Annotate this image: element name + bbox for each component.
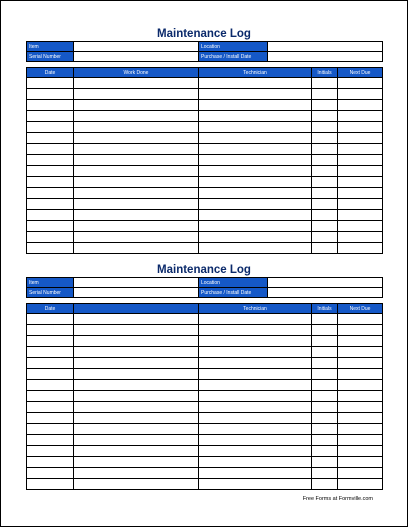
- technician-cell[interactable]: [199, 144, 312, 155]
- initials-cell[interactable]: [312, 468, 338, 479]
- table-row: [27, 166, 383, 177]
- date-cell[interactable]: [27, 369, 74, 380]
- serial-number-field[interactable]: [74, 52, 199, 62]
- date-cell[interactable]: [27, 391, 74, 402]
- table-row: [27, 424, 383, 435]
- initials-cell[interactable]: [312, 100, 338, 111]
- work-done-cell[interactable]: [74, 243, 199, 254]
- initials-cell[interactable]: [312, 369, 338, 380]
- work-done-cell[interactable]: [74, 413, 199, 424]
- serial-number-field[interactable]: [74, 288, 199, 298]
- work-done-cell[interactable]: [74, 199, 199, 210]
- next-due-cell[interactable]: [338, 188, 383, 199]
- date-cell[interactable]: [27, 177, 74, 188]
- table-row: [27, 243, 383, 254]
- technician-cell[interactable]: [199, 391, 312, 402]
- technician-cell[interactable]: [199, 155, 312, 166]
- table-row: [27, 210, 383, 221]
- work-done-cell[interactable]: [74, 111, 199, 122]
- col-header-date: Date: [27, 68, 74, 78]
- date-cell[interactable]: [27, 78, 74, 89]
- work-done-cell[interactable]: [74, 177, 199, 188]
- technician-cell[interactable]: [199, 457, 312, 468]
- col-header-next-due: Next Due: [338, 304, 383, 314]
- work-done-cell[interactable]: [74, 166, 199, 177]
- initials-cell[interactable]: [312, 446, 338, 457]
- technician-cell[interactable]: [199, 243, 312, 254]
- date-cell[interactable]: [27, 457, 74, 468]
- date-cell[interactable]: [27, 243, 74, 254]
- next-due-cell[interactable]: [338, 111, 383, 122]
- col-header-next-due: Next Due: [338, 68, 383, 78]
- next-due-cell[interactable]: [338, 243, 383, 254]
- initials-cell[interactable]: [312, 479, 338, 490]
- next-due-cell[interactable]: [338, 325, 383, 336]
- initials-cell[interactable]: [312, 89, 338, 100]
- work-done-cell[interactable]: [74, 314, 199, 325]
- technician-cell[interactable]: [199, 325, 312, 336]
- work-done-cell[interactable]: [74, 133, 199, 144]
- location-field[interactable]: [268, 278, 383, 288]
- work-done-cell[interactable]: [74, 325, 199, 336]
- info-table: [26, 277, 383, 298]
- table-row: [27, 177, 383, 188]
- table-row: [27, 479, 383, 490]
- date-cell[interactable]: [27, 336, 74, 347]
- date-cell[interactable]: [27, 468, 74, 479]
- date-cell[interactable]: [27, 188, 74, 199]
- work-done-cell[interactable]: [74, 221, 199, 232]
- initials-cell[interactable]: [312, 424, 338, 435]
- technician-cell[interactable]: [199, 424, 312, 435]
- table-row: [27, 232, 383, 243]
- col-header-date: Date: [27, 304, 74, 314]
- serial-number-label: Serial Number: [27, 288, 74, 298]
- technician-cell[interactable]: [199, 210, 312, 221]
- date-cell[interactable]: [27, 413, 74, 424]
- initials-cell[interactable]: [312, 188, 338, 199]
- work-done-cell[interactable]: [74, 210, 199, 221]
- purchase-date-field[interactable]: [268, 288, 383, 298]
- technician-cell[interactable]: [199, 188, 312, 199]
- col-header-technician: Technician: [199, 68, 312, 78]
- next-due-cell[interactable]: [338, 166, 383, 177]
- initials-cell[interactable]: [312, 435, 338, 446]
- next-due-cell[interactable]: [338, 424, 383, 435]
- work-done-cell[interactable]: [74, 369, 199, 380]
- date-cell[interactable]: [27, 380, 74, 391]
- next-due-cell[interactable]: [338, 133, 383, 144]
- date-cell[interactable]: [27, 232, 74, 243]
- date-cell[interactable]: [27, 100, 74, 111]
- work-done-cell[interactable]: [74, 122, 199, 133]
- log-table: [26, 303, 383, 490]
- table-row: [27, 325, 383, 336]
- technician-cell[interactable]: [199, 479, 312, 490]
- col-header-work-done: Work Done: [74, 68, 199, 78]
- work-done-cell[interactable]: [74, 435, 199, 446]
- table-row: [27, 413, 383, 424]
- date-cell[interactable]: [27, 424, 74, 435]
- technician-cell[interactable]: [199, 89, 312, 100]
- date-cell[interactable]: [27, 479, 74, 490]
- work-done-cell[interactable]: [74, 457, 199, 468]
- technician-cell[interactable]: [199, 314, 312, 325]
- initials-cell[interactable]: [312, 457, 338, 468]
- technician-cell[interactable]: [199, 336, 312, 347]
- work-done-cell[interactable]: [74, 144, 199, 155]
- initials-cell[interactable]: [312, 199, 338, 210]
- table-row: [27, 435, 383, 446]
- technician-cell[interactable]: [199, 133, 312, 144]
- work-done-cell[interactable]: [74, 391, 199, 402]
- initials-cell[interactable]: [312, 391, 338, 402]
- initials-cell[interactable]: [312, 177, 338, 188]
- purchase-date-label: Purchase / Install Date: [199, 288, 268, 298]
- table-row: [27, 347, 383, 358]
- initials-cell[interactable]: [312, 314, 338, 325]
- info-table: [26, 41, 383, 62]
- next-due-cell[interactable]: [338, 347, 383, 358]
- initials-cell[interactable]: [312, 144, 338, 155]
- initials-cell[interactable]: [312, 210, 338, 221]
- technician-cell[interactable]: [199, 413, 312, 424]
- date-cell[interactable]: [27, 166, 74, 177]
- next-due-cell[interactable]: [338, 369, 383, 380]
- initials-cell[interactable]: [312, 78, 338, 89]
- work-done-cell[interactable]: [74, 78, 199, 89]
- date-cell[interactable]: [27, 111, 74, 122]
- date-cell[interactable]: [27, 199, 74, 210]
- table-row: [27, 402, 383, 413]
- technician-cell[interactable]: [199, 402, 312, 413]
- technician-cell[interactable]: [199, 446, 312, 457]
- next-due-cell[interactable]: [338, 336, 383, 347]
- technician-cell[interactable]: [199, 78, 312, 89]
- next-due-cell[interactable]: [338, 457, 383, 468]
- date-cell[interactable]: [27, 122, 74, 133]
- technician-cell[interactable]: [199, 199, 312, 210]
- initials-cell[interactable]: [312, 358, 338, 369]
- technician-cell[interactable]: [199, 177, 312, 188]
- date-cell[interactable]: [27, 144, 74, 155]
- table-row: [27, 358, 383, 369]
- next-due-cell[interactable]: [338, 177, 383, 188]
- serial-number-label: Serial Number: [27, 52, 74, 62]
- table-row: [27, 144, 383, 155]
- date-cell[interactable]: [27, 133, 74, 144]
- location-label: Location: [199, 278, 268, 288]
- purchase-date-label: Purchase / Install Date: [199, 52, 268, 62]
- technician-cell[interactable]: [199, 100, 312, 111]
- next-due-cell[interactable]: [338, 221, 383, 232]
- next-due-cell[interactable]: [338, 199, 383, 210]
- next-due-cell[interactable]: [338, 435, 383, 446]
- log-header-row: [27, 304, 383, 314]
- initials-cell[interactable]: [312, 133, 338, 144]
- next-due-cell[interactable]: [338, 100, 383, 111]
- work-done-cell[interactable]: [74, 232, 199, 243]
- technician-cell[interactable]: [199, 347, 312, 358]
- table-row: [27, 391, 383, 402]
- log-table: [26, 67, 383, 254]
- work-done-cell[interactable]: [74, 336, 199, 347]
- next-due-cell[interactable]: [338, 210, 383, 221]
- next-due-cell[interactable]: [338, 402, 383, 413]
- work-done-cell[interactable]: [74, 468, 199, 479]
- work-done-cell[interactable]: [74, 188, 199, 199]
- table-row: [27, 457, 383, 468]
- next-due-cell[interactable]: [338, 89, 383, 100]
- work-done-cell[interactable]: [74, 100, 199, 111]
- initials-cell[interactable]: [312, 325, 338, 336]
- initials-cell[interactable]: [312, 232, 338, 243]
- maintenance-log-form-top: [26, 27, 382, 254]
- table-row: [27, 221, 383, 232]
- initials-cell[interactable]: [312, 243, 338, 254]
- col-header-work-done: [74, 304, 199, 314]
- item-label: Item: [27, 42, 74, 52]
- work-done-cell[interactable]: [74, 446, 199, 457]
- initials-cell[interactable]: [312, 122, 338, 133]
- col-header-technician: Technician: [199, 304, 312, 314]
- table-row: [27, 336, 383, 347]
- table-row: [27, 122, 383, 133]
- technician-cell[interactable]: [199, 111, 312, 122]
- work-done-cell[interactable]: [74, 380, 199, 391]
- work-done-cell[interactable]: [74, 155, 199, 166]
- col-header-initials: Initials: [312, 304, 338, 314]
- work-done-cell[interactable]: [74, 424, 199, 435]
- log-header-row: [27, 68, 383, 78]
- next-due-cell[interactable]: [338, 122, 383, 133]
- next-due-cell[interactable]: [338, 144, 383, 155]
- date-cell[interactable]: [27, 89, 74, 100]
- work-done-cell[interactable]: [74, 347, 199, 358]
- table-row: [27, 89, 383, 100]
- date-cell[interactable]: [27, 402, 74, 413]
- initials-cell[interactable]: [312, 155, 338, 166]
- table-row: [27, 369, 383, 380]
- table-row: [27, 78, 383, 89]
- work-done-cell[interactable]: [74, 358, 199, 369]
- initials-cell[interactable]: [312, 336, 338, 347]
- date-cell[interactable]: [27, 435, 74, 446]
- technician-cell[interactable]: [199, 122, 312, 133]
- date-cell[interactable]: [27, 155, 74, 166]
- initials-cell[interactable]: [312, 413, 338, 424]
- table-row: [27, 188, 383, 199]
- next-due-cell[interactable]: [338, 358, 383, 369]
- date-cell[interactable]: [27, 347, 74, 358]
- item-field[interactable]: [74, 278, 199, 288]
- work-done-cell[interactable]: [74, 402, 199, 413]
- purchase-date-field[interactable]: [268, 52, 383, 62]
- initials-cell[interactable]: [312, 402, 338, 413]
- maintenance-log-form-bottom: [26, 263, 382, 490]
- next-due-cell[interactable]: [338, 413, 383, 424]
- technician-cell[interactable]: [199, 369, 312, 380]
- technician-cell[interactable]: [199, 435, 312, 446]
- item-label: Item: [27, 278, 74, 288]
- next-due-cell[interactable]: [338, 391, 383, 402]
- table-row: [27, 380, 383, 391]
- technician-cell[interactable]: [199, 380, 312, 391]
- table-row: [27, 111, 383, 122]
- location-label: Location: [199, 42, 268, 52]
- initials-cell[interactable]: [312, 380, 338, 391]
- initials-cell[interactable]: [312, 347, 338, 358]
- initials-cell[interactable]: [312, 221, 338, 232]
- technician-cell[interactable]: [199, 166, 312, 177]
- item-field[interactable]: [74, 42, 199, 52]
- table-row: [27, 314, 383, 325]
- next-due-cell[interactable]: [338, 314, 383, 325]
- table-row: [27, 155, 383, 166]
- date-cell[interactable]: [27, 446, 74, 457]
- next-due-cell[interactable]: [338, 78, 383, 89]
- location-field[interactable]: [268, 42, 383, 52]
- date-cell[interactable]: [27, 210, 74, 221]
- technician-cell[interactable]: [199, 468, 312, 479]
- technician-cell[interactable]: [199, 232, 312, 243]
- form-title: Maintenance Log: [157, 264, 251, 276]
- next-due-cell[interactable]: [338, 232, 383, 243]
- date-cell[interactable]: [27, 314, 74, 325]
- table-row: [27, 468, 383, 479]
- technician-cell[interactable]: [199, 358, 312, 369]
- technician-cell[interactable]: [199, 221, 312, 232]
- date-cell[interactable]: [27, 221, 74, 232]
- form-title: Maintenance Log: [157, 28, 251, 40]
- footer-credit: Free Forms at Formville.com: [302, 496, 373, 502]
- date-cell[interactable]: [27, 358, 74, 369]
- col-header-initials: Initials: [312, 68, 338, 78]
- work-done-cell[interactable]: [74, 89, 199, 100]
- next-due-cell[interactable]: [338, 380, 383, 391]
- initials-cell[interactable]: [312, 111, 338, 122]
- table-row: [27, 133, 383, 144]
- next-due-cell[interactable]: [338, 479, 383, 490]
- next-due-cell[interactable]: [338, 446, 383, 457]
- date-cell[interactable]: [27, 325, 74, 336]
- table-row: [27, 446, 383, 457]
- table-row: [27, 199, 383, 210]
- next-due-cell[interactable]: [338, 155, 383, 166]
- next-due-cell[interactable]: [338, 468, 383, 479]
- work-done-cell[interactable]: [74, 479, 199, 490]
- table-row: [27, 100, 383, 111]
- initials-cell[interactable]: [312, 166, 338, 177]
